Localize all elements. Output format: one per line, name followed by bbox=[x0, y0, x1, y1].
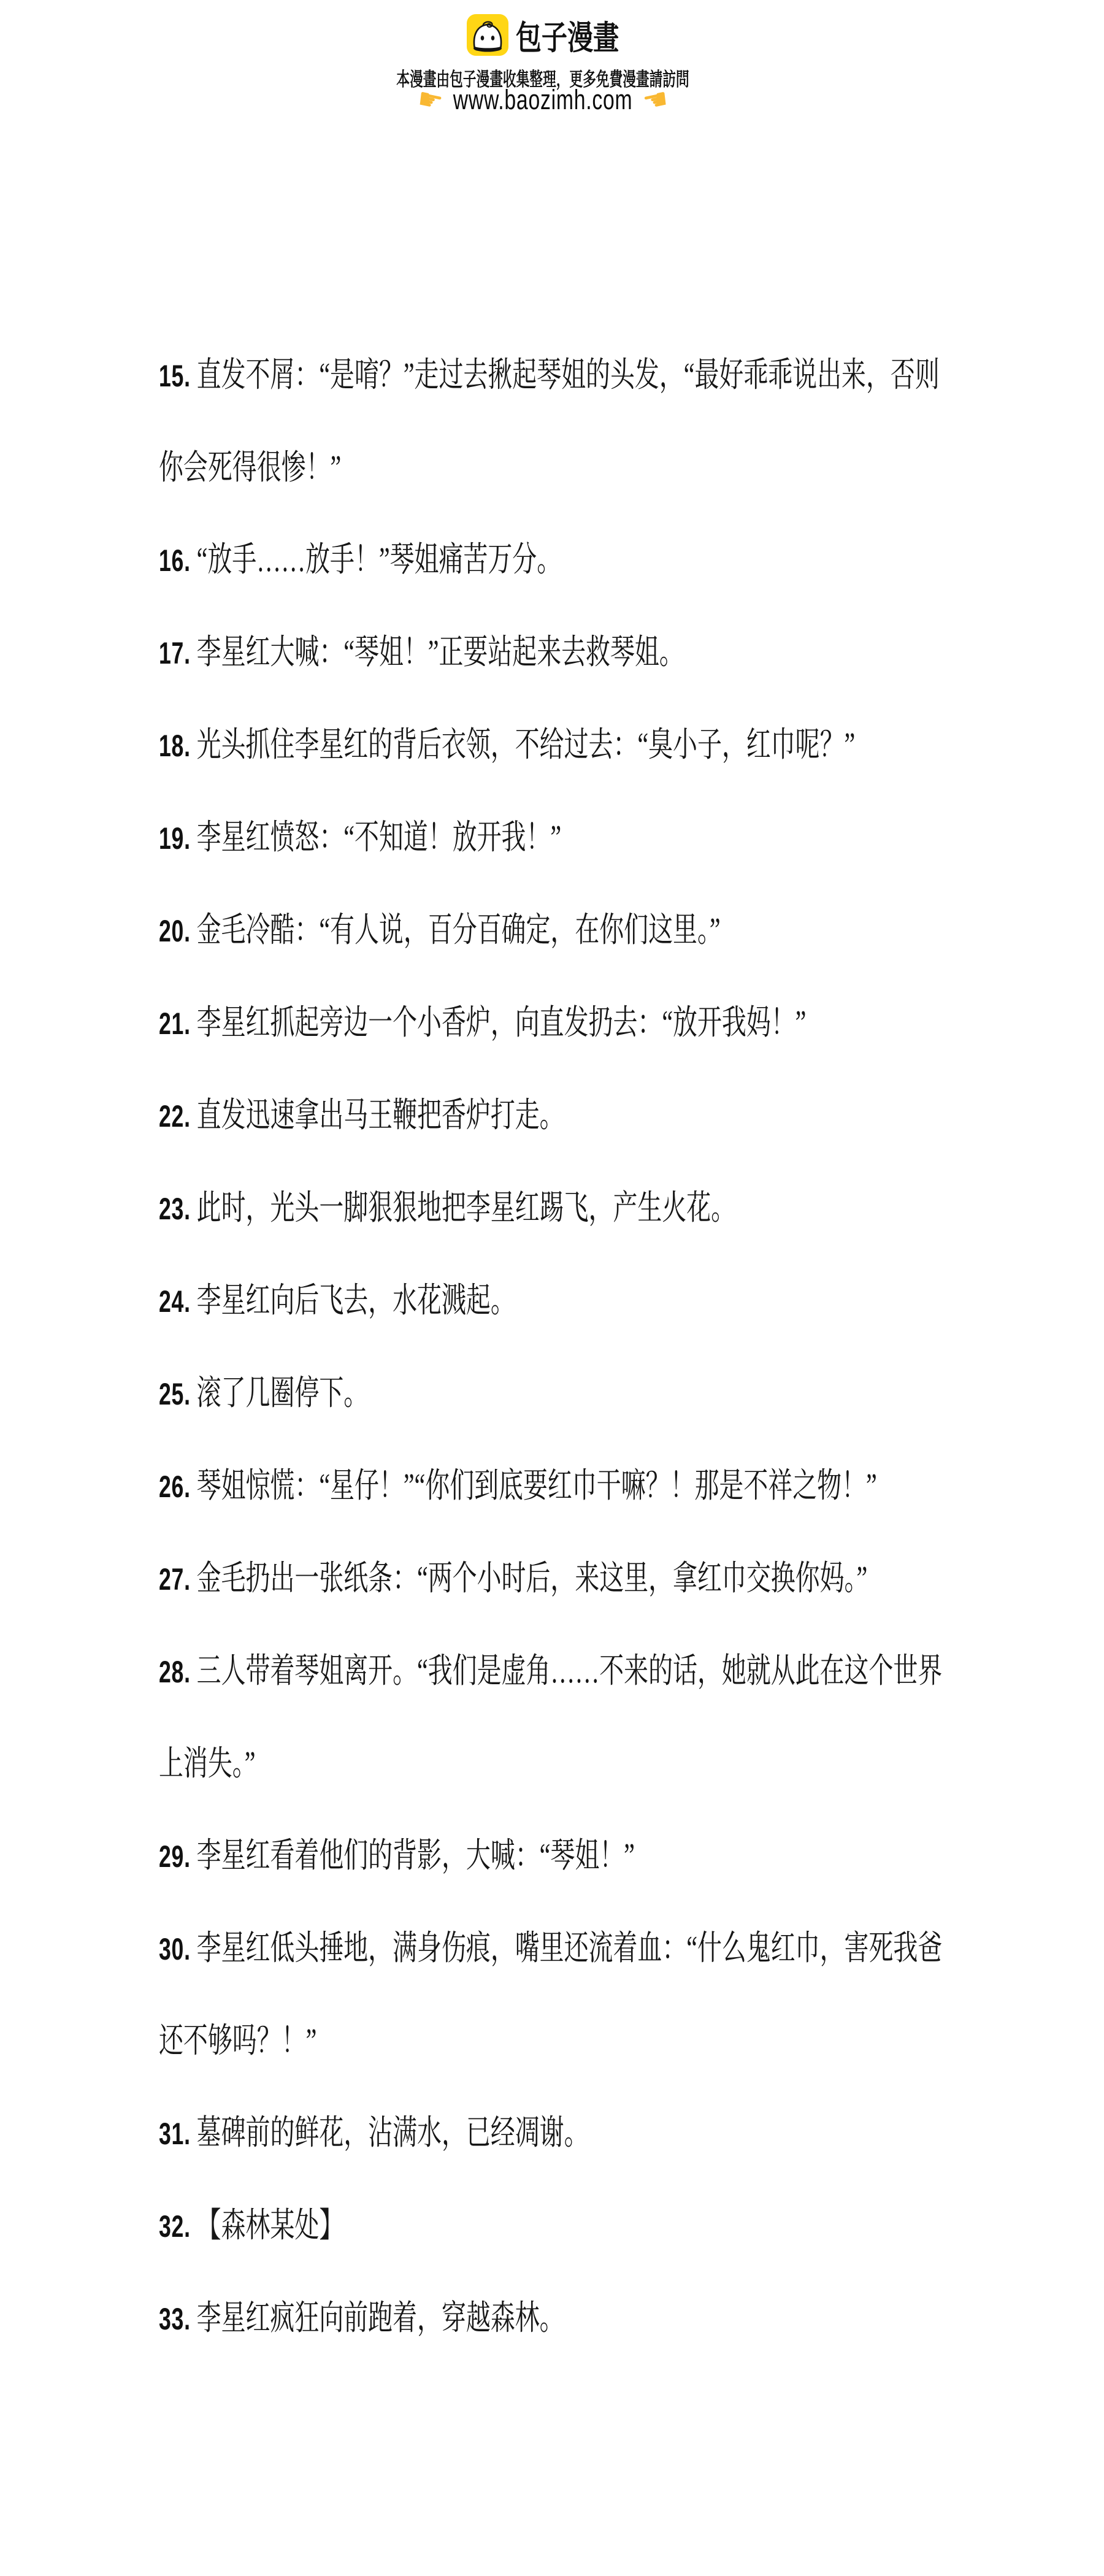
line-text: 李星红大喊：“琴姐！”正要站起来去救琴姐。 bbox=[196, 634, 684, 672]
site-watermark-header bbox=[0, 0, 1095, 119]
line-number: 21. bbox=[159, 1006, 191, 1041]
line-number: 33. bbox=[159, 2302, 191, 2336]
line-number: 25. bbox=[159, 1377, 191, 1411]
line-text: 琴姐惊慌：“星仔！”“你们到底要红巾干嘛？！那是不祥之物！” bbox=[196, 1467, 877, 1505]
line-number: 16. bbox=[159, 543, 191, 578]
line-number: 18. bbox=[159, 729, 191, 763]
baozi-bun-logo-icon bbox=[467, 13, 508, 56]
line-text: 金毛扔出一张纸条：“两个小时后，来这里，拿红巾交换你妈。” bbox=[196, 1560, 868, 1598]
script-line bbox=[159, 2087, 945, 2180]
line-text: 三人带着琴姐离开。“我们是虚角……不来的话，她就从此在这个世界上消失。” bbox=[159, 1652, 943, 1783]
script-line bbox=[159, 977, 945, 1070]
line-text: 直发不屑：“是唷？”走过去揪起琴姐的头发，“最好乖乖说出来，否则你会死得很惨！” bbox=[159, 356, 940, 487]
line-text: 金毛冷酷：“有人说，百分百确定，在你们这里。” bbox=[196, 911, 721, 949]
script-line bbox=[159, 2272, 945, 2365]
script-line bbox=[159, 1625, 945, 1810]
line-number: 30. bbox=[159, 1932, 191, 1966]
line-text: 李星红愤怒：“不知道！放开我！” bbox=[196, 819, 562, 857]
line-number: 22. bbox=[159, 1099, 191, 1133]
line-number: 28. bbox=[159, 1655, 191, 1689]
pointing-right-hand-icon: ☛ bbox=[414, 81, 447, 119]
line-text: 李星红看着他们的背影，大喊：“琴姐！” bbox=[196, 1837, 635, 1875]
script-line bbox=[159, 1162, 945, 1255]
script-line bbox=[159, 792, 945, 884]
line-text: 李星红向后飞去，水花溅起。 bbox=[196, 1282, 515, 1320]
url-row bbox=[0, 81, 1095, 119]
watermark-subtitle: 本漫畫由包子漫畫收集整理，更多免費漫畫請訪問 bbox=[396, 69, 689, 90]
script-line bbox=[159, 329, 945, 514]
pointing-left-hand-icon: ☚ bbox=[639, 81, 672, 119]
line-text: 李星红低头捶地，满身伤痕，嘴里还流着血：“什么鬼红巾，害死我爸还不够吗？！” bbox=[159, 1930, 943, 2060]
script-line bbox=[159, 1810, 945, 1903]
line-number: 26. bbox=[159, 1470, 191, 1504]
site-url: www.baozimh.com bbox=[453, 84, 633, 115]
line-text: 李星红抓起旁边一个小香炉，向直发扔去：“放开我妈！” bbox=[196, 1004, 807, 1042]
script-line bbox=[159, 1440, 945, 1533]
line-text: 墓碑前的鲜花，沾满水，已经凋谢。 bbox=[196, 2114, 589, 2152]
line-text: 直发迅速拿出马王鞭把香炉打走。 bbox=[196, 1097, 564, 1135]
script-line bbox=[159, 1255, 945, 1347]
script-line bbox=[159, 1070, 945, 1162]
line-text: 此时，光头一脚狠狠地把李星红踢飞，产生火花。 bbox=[196, 1189, 736, 1227]
brand-row bbox=[0, 13, 1095, 56]
line-number: 31. bbox=[159, 2117, 191, 2151]
script-line bbox=[159, 1347, 945, 1440]
line-number: 20. bbox=[159, 914, 191, 948]
script-line bbox=[159, 884, 945, 977]
line-number: 19. bbox=[159, 821, 191, 856]
line-text: 李星红疯狂向前跑着，穿越森林。 bbox=[196, 2299, 564, 2337]
line-number: 27. bbox=[159, 1562, 191, 1597]
line-text: 光头抓住李星红的背后衣领，不给过去：“臭小子，红巾呢？” bbox=[196, 726, 856, 764]
script-line bbox=[159, 1533, 945, 1625]
line-number: 23. bbox=[159, 1192, 191, 1226]
site-title: 包子漫畫 bbox=[515, 19, 619, 56]
script-line bbox=[159, 1903, 945, 2087]
line-text: 滚了几圈停下。 bbox=[196, 1374, 369, 1413]
line-number: 24. bbox=[159, 1284, 191, 1319]
script-text-block bbox=[159, 329, 945, 2365]
line-number: 29. bbox=[159, 1839, 191, 1874]
line-number: 15. bbox=[159, 359, 191, 393]
line-number: 32. bbox=[159, 2209, 191, 2244]
script-line bbox=[159, 699, 945, 792]
script-line bbox=[159, 514, 945, 607]
script-line bbox=[159, 607, 945, 699]
line-number: 17. bbox=[159, 636, 191, 670]
line-text: “放手……放手！”琴姐痛苦万分。 bbox=[196, 541, 562, 579]
script-line bbox=[159, 2180, 945, 2272]
line-text: 【森林某处】 bbox=[196, 2207, 344, 2245]
subtitle-row bbox=[0, 64, 1095, 90]
